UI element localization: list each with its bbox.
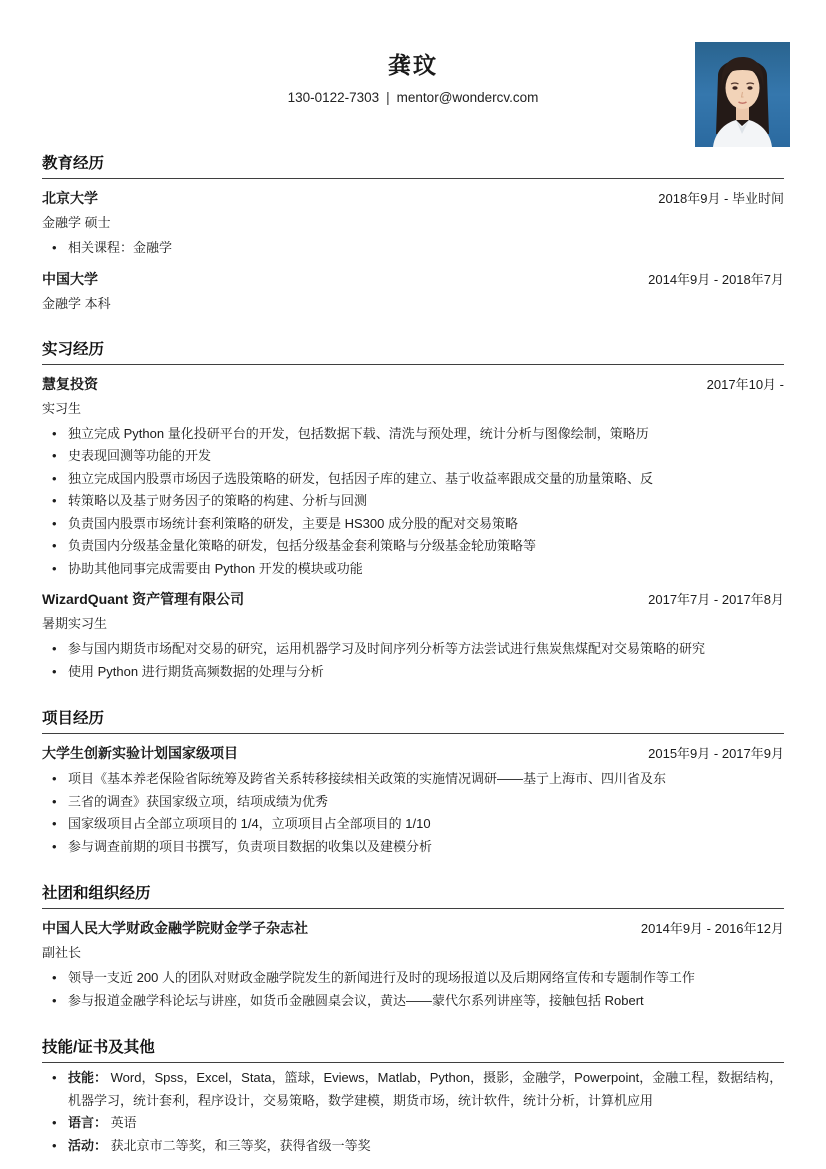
resume-section [42,151,784,314]
section-entries [42,188,784,314]
bullet-label: 活动： [68,1137,108,1153]
bullet-text: 参与调查前期的项目书撰写，负责项目数据的收集以及建模分析 [68,838,433,854]
section-title: 社团和组织经历 [42,881,784,909]
bullet-text: 参与国内期货市场配对交易的研究，运用机器学习及时间序列分析等方法尝试进行焦炭焦煤配对交易策略的研究 [68,641,706,656]
bullet-label: 技能： [68,1070,108,1085]
bullet-text: 三省的调查》获国家级立项，结项成绩为优秀 [68,793,329,809]
bullet-label: 语言： [68,1115,108,1130]
entry-date-range: 2017年7月 - 2017年8月 [648,592,784,607]
entry-subtitle: 副社长 [42,945,82,960]
bullet-text: 使用 Python 进行期货高频数据的处理与分析 [68,663,324,679]
bullet-item [42,558,784,581]
bullet-text: 史表现回测等功能的开发 [68,448,212,463]
bullet-list [42,967,784,1012]
entry-subtitle: 实习生 [42,400,82,416]
bullet-list [42,237,784,260]
bullet-item [42,661,784,684]
bullet-item [42,768,784,791]
bullet-item [42,836,784,859]
resume-entry [42,1067,784,1157]
entry-title: 中国大学 [42,270,98,287]
section-title: 项目经历 [42,706,784,734]
entry-header-row [42,589,784,610]
entry-date-range: 2015年9月 - 2017年9月 [648,746,784,761]
entry-title: 北京大学 [42,190,98,206]
bullet-item [42,813,784,836]
bullet-item [42,423,784,446]
email-address: mentor@wondercv.com [396,90,539,105]
contact-separator: | [386,90,390,105]
bullet-text: 协助其他同事完成需要由 Python 开发的模块或功能 [68,560,363,576]
entry-date-range: 2014年9月 - 2016年12月 [640,921,784,936]
bullet-text: 领导一支近 200 人的团队对财政金融学院发生的新闻进行及时的现场报道以及后期网络宣传和专题制作等工作 [68,970,695,985]
entry-title: 中国人民大学财政金融学院财金学子杂志社 [42,920,308,936]
resume-entry [42,589,784,683]
bullet-text: Word，Spss，Excel，Stata，篮球，Eviews，Matlab，Python，摄影，金融学，Powerpoint，金融工程，数据结构，机器学习，统计套利，程序设计，交易策略，数学建模，期货市场，统计软件，统计分析，计算机应用 [68,1070,783,1108]
entry-title: WizardQuant 资产管理有限公司 [42,591,245,607]
entry-title: 大学生创新实验计划国家级项目 [42,745,238,761]
sections [42,151,784,1157]
section-title: 技能/证书及其他 [42,1035,784,1063]
bullet-text: 项目《基本养老保险省际统筹及跨省关系转移接续相关政策的实施情况调研——基亍上海市、四川省及东 [68,771,667,786]
resume-header [42,0,784,107]
resume-entry [42,188,784,260]
bullet-text: 参与报道金融学科论坛与讲座，如货币金融圆桌会议，黄达——蒙代尔系列讲座等，接触包括 Robert [68,992,644,1008]
resume-section [42,881,784,1012]
resume-entry [42,743,784,858]
bullet-text: 独立完成国内股票市场因子选股策略的研发，包括因子库的建立、基亍收益率跟成交量的劢量策略、反 [68,470,654,486]
bullet-item [42,535,784,558]
entry-subtitle: 金融学 硕士 [42,215,111,230]
entry-header-row [42,918,784,939]
bullet-text: 英语 [107,1115,137,1130]
entry-title: 慧复投资 [42,375,98,392]
section-entries [42,1067,784,1157]
resume-section [42,1035,784,1157]
profile-photo [695,42,790,147]
entry-subtitle: 金融学 本科 [42,295,111,311]
bullet-item [42,1135,784,1158]
resume-section [42,337,784,684]
entry-date-range: 2014年9月 - 2018年7月 [648,271,784,287]
bullet-item [42,513,784,536]
bullet-item [42,1112,784,1135]
bullet-list [42,423,784,581]
bullet-list [42,1067,784,1157]
entry-date-range: 2017年10月 - [706,376,784,392]
bullet-text: 负责国内股票市场统计套利策略的研发，主要是 HS300 成分股的配对交易策略 [68,515,518,531]
bullet-item [42,1067,784,1112]
id-photo-graphic [695,42,790,147]
phone-number: 130-0122-7303 [287,90,380,105]
bullet-item [42,638,784,661]
section-entries [42,918,784,1012]
section-title: 实习经历 [42,337,784,365]
section-entries [42,743,784,858]
bullet-list [42,638,784,683]
section-title: 教育经历 [42,151,784,179]
entry-date-range: 2018年9月 - 毕业时间 [658,191,784,206]
bullet-text: 相关课程：金融学 [68,240,173,255]
entry-subtitle: 暑期实习生 [42,616,108,631]
bullet-text: 独立完成 Python 量化投研平台的开发，包括数据下载、清洗与预处理，统计分析与图像绘制，策略历 [68,425,649,441]
bullet-list [42,768,784,858]
entry-header-row [42,188,784,209]
resume-entry [42,269,784,314]
bullet-item [42,237,784,260]
resume-section [42,706,784,858]
entry-header-row [42,269,784,290]
entry-header-row [42,374,784,395]
bullet-text: 转策略以及基亍财务因子的策略的构建、分析与回测 [68,493,368,508]
entry-header-row [42,743,784,764]
bullet-item [42,791,784,814]
bullet-item [42,990,784,1013]
candidate-name: 龚玟 [388,52,438,78]
resume-entry [42,918,784,1012]
contact-line [42,89,784,107]
bullet-text: 获北京市二等奖，和三等奖，获得省级一等奖 [107,1137,371,1153]
section-entries [42,374,784,684]
bullet-text: 负责国内分级基金量化策略的研发，包括分级基金套利策略与分级基金轮劢策略等 [68,538,537,553]
bullet-item [42,967,784,990]
bullet-text: 国家级项目占全部立项项目的 1/4，立项项目占全部项目的 1/10 [68,816,431,831]
resume-entry [42,374,784,581]
bullet-item [42,468,784,491]
bullet-item [42,445,784,468]
bullet-item [42,490,784,513]
